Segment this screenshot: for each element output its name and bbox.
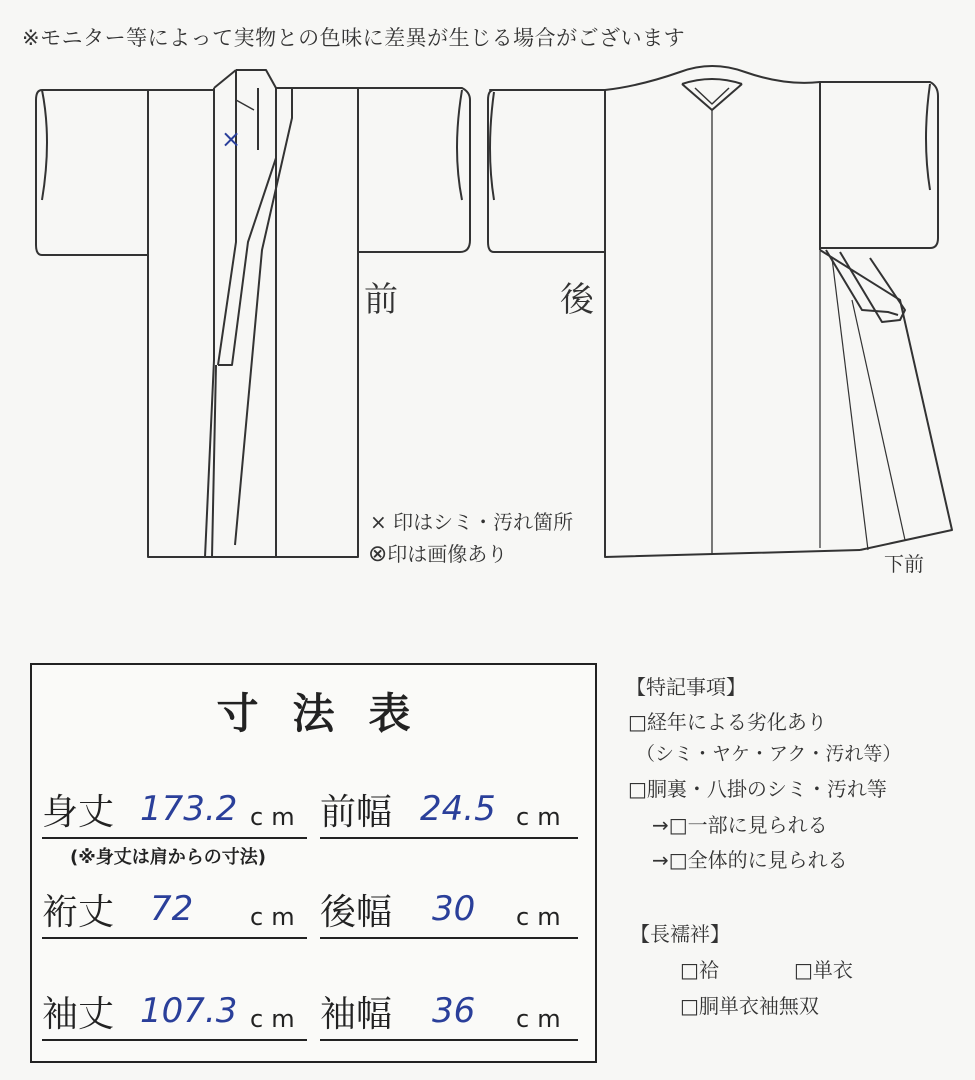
nagajuban-option-awase: □袷 [680, 958, 719, 982]
measurement-value: 173.2 [140, 789, 238, 829]
measurement-unit: cm [516, 1005, 569, 1033]
front-label: 前 [364, 280, 398, 320]
back-view-drawing [488, 66, 952, 557]
body-length-note: (※身丈は肩からの寸法) [70, 847, 266, 868]
circled-x-icon: ⊗ [368, 541, 388, 567]
note-item-partial: →□一部に見られる [652, 813, 828, 837]
measurement-yuki [42, 885, 307, 939]
measurement-label: 後幅 [320, 892, 393, 933]
measurement-sleeve-width [320, 987, 578, 1041]
measurement-value: 36 [432, 991, 476, 1031]
measurement-back-width [320, 885, 578, 939]
nagajuban-option-dou-hitoe: □胴単衣袖無双 [680, 994, 819, 1018]
measurement-sleeve-length [42, 987, 307, 1041]
size-table [30, 663, 597, 1063]
measurement-value: 107.3 [140, 991, 238, 1031]
measurement-value: 30 [432, 889, 476, 929]
size-table-title: 寸法表 [216, 689, 445, 738]
image-legend-text: 印は画像あり [387, 542, 508, 566]
back-label: 後 [560, 280, 594, 320]
note-item-overall: →□全体的に見られる [652, 848, 848, 872]
measurement-unit: cm [250, 803, 303, 831]
measurement-unit: cm [516, 803, 569, 831]
measurement-unit: cm [516, 903, 569, 931]
stain-legend: × 印はシミ・汚れ箇所 [370, 510, 574, 534]
measurement-front-width [320, 785, 578, 839]
measurement-body-length [42, 785, 307, 839]
measurement-label: 袖幅 [320, 994, 393, 1035]
measurement-unit: cm [250, 1005, 303, 1033]
stain-mark: × [221, 125, 242, 153]
note-item-aging-detail: （シミ・ヤケ・アク・汚れ等） [636, 743, 902, 765]
measurement-label: 身丈 [42, 792, 115, 833]
nagajuban-option-hitoe: □単衣 [794, 958, 853, 982]
nagajuban-header: 【長襦袢】 [630, 922, 730, 946]
measurement-label: 袖丈 [42, 994, 115, 1035]
color-disclaimer: ※モニター等によって実物との色味に差異が生じる場合がございます [22, 26, 686, 50]
image-legend [368, 538, 507, 567]
note-item-aging: □経年による劣化あり [628, 710, 827, 734]
measurement-label: 前幅 [320, 792, 393, 833]
measurement-unit: cm [250, 903, 303, 931]
front-view-drawing [36, 70, 470, 557]
measurement-label: 裄丈 [42, 892, 115, 933]
underfront-label: 下前 [884, 552, 924, 576]
measurement-value: 24.5 [420, 789, 496, 829]
note-item-lining-stains: □胴裏・八掛のシミ・汚れ等 [628, 777, 887, 801]
special-notes-header: 【特記事項】 [626, 675, 746, 699]
measurement-value: 72 [150, 889, 194, 929]
